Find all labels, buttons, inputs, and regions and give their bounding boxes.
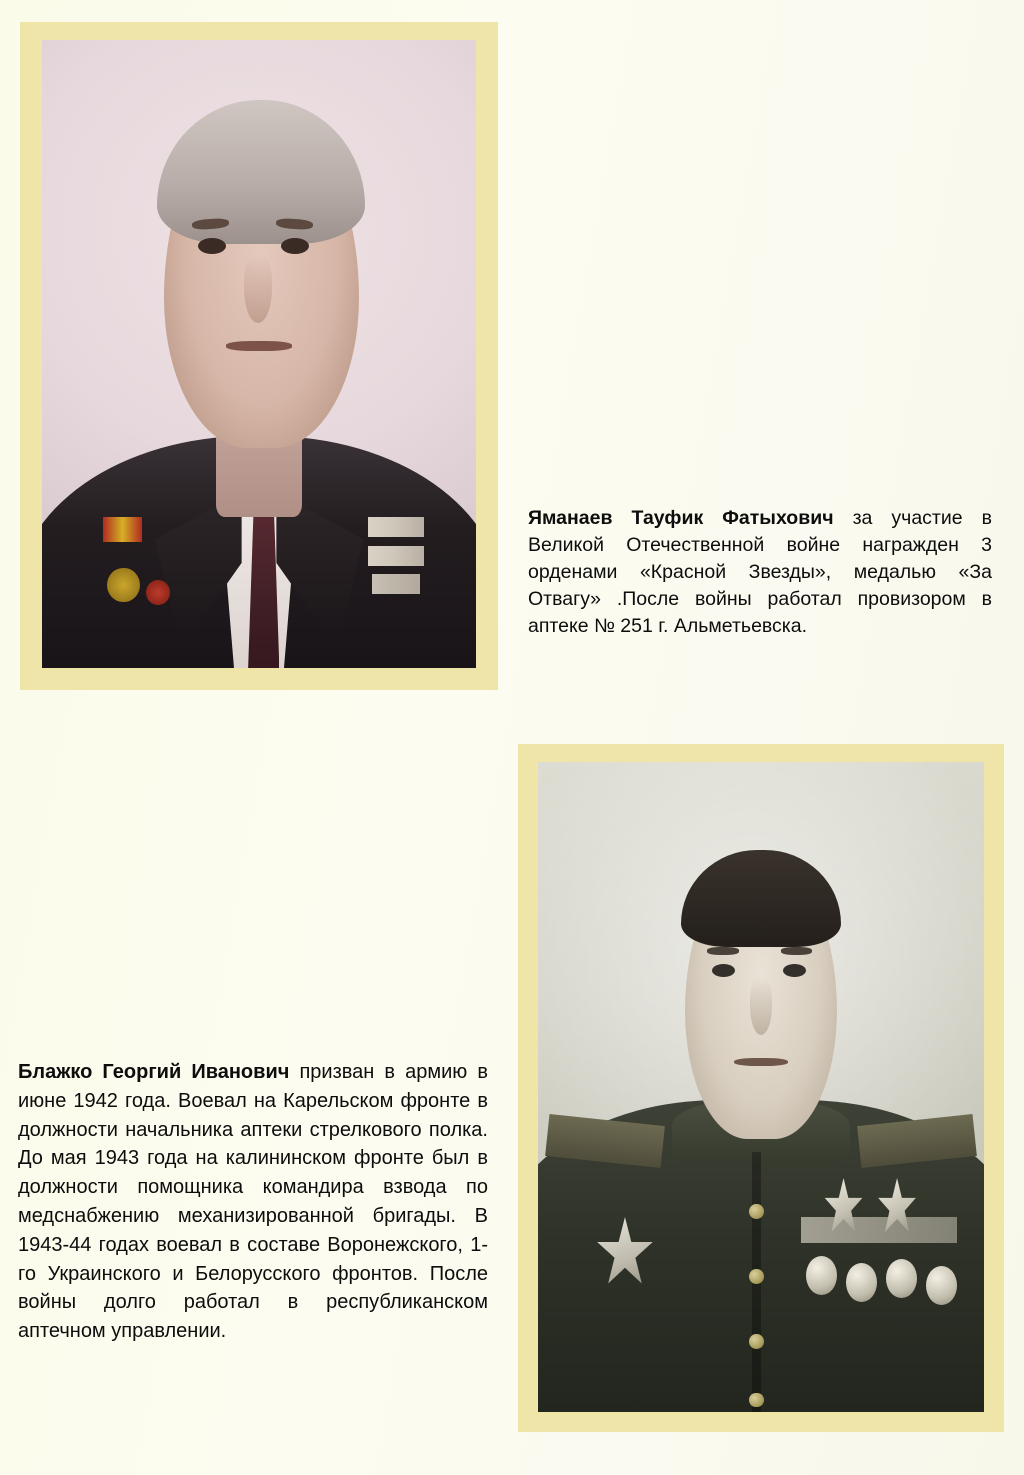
veteran-name-yamanaev: Яманаев Тауфик Фатыхович: [528, 507, 834, 529]
medal-round-1: [806, 1256, 837, 1295]
caption-yamanaev: [528, 505, 992, 640]
officer-eyebrow-right: [781, 947, 812, 955]
photo-frame-yamanaev: [20, 22, 498, 690]
medal-ribbon-bar-1: [368, 517, 424, 537]
portrait-photo-yamanaev: [42, 40, 476, 668]
portrait-photo-blazhko: [538, 762, 984, 1412]
medal-ribbon-bar: [801, 1217, 957, 1243]
officer-eyebrow-left: [707, 947, 738, 955]
uniform-button-1: [749, 1204, 763, 1219]
veteran-bio-yamanaev: за участие в Великой Отечественной войне награжден 3 орденами «Красной Звезды», медалью «За Отвагу» .После войны работал провизором в аптеке № 251 г. Альметьевска.: [528, 507, 992, 637]
medal-ribbon-bar-3: [372, 574, 420, 594]
medal-ribbon-red: [103, 517, 142, 542]
officer-nose: [750, 977, 772, 1036]
caption-blazhko: [18, 1058, 488, 1346]
medal-gold-round: [107, 568, 140, 603]
officer-mouth: [734, 1058, 788, 1066]
medal-ribbon-bar-2: [368, 546, 424, 566]
medal-round-4: [926, 1266, 957, 1305]
veteran-name-blazhko: Блажко Георгий Иванович: [18, 1061, 290, 1083]
portrait-hair: [157, 100, 365, 244]
portrait-eye-right: [281, 238, 309, 254]
medal-round-2: [846, 1263, 877, 1302]
uniform-button-2: [749, 1269, 763, 1284]
officer-eye-right: [783, 964, 806, 977]
photo-frame-blazhko: [518, 744, 1004, 1432]
veteran-bio-blazhko: призван в армию в июне 1942 года. Воевал на Карельском фронте в должности начальника аптеки стрелкового полка. До мая 1943 года на калининском фронте был в должности помощника командира взвода по медснабжению механизированной бригады. В 1943-44 годах воевал в составе Воронежского, 1-го Украинского и Белорусского фронтов. После войны долго работал в республиканском аптечном управлении.: [18, 1061, 488, 1343]
uniform-button-3: [749, 1334, 763, 1349]
medal-red-round: [146, 580, 170, 605]
portrait-nose: [244, 254, 272, 323]
uniform-button-4: [749, 1393, 763, 1408]
officer-eye-left: [712, 964, 735, 977]
portrait-mouth: [226, 341, 291, 351]
